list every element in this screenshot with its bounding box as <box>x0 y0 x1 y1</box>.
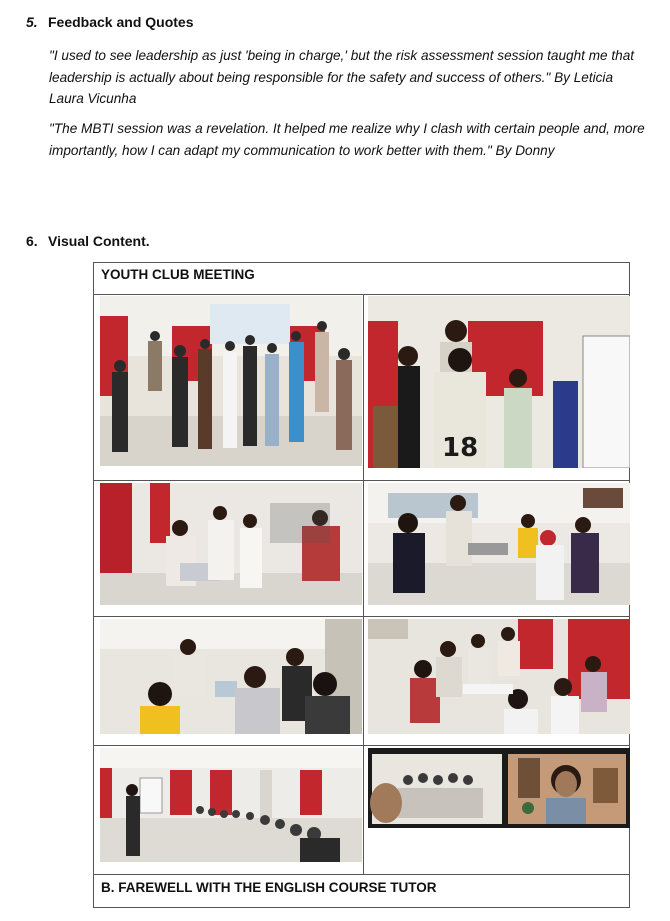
table-footer: B. FAREWELL WITH THE ENGLISH COURSE TUTOR <box>94 874 629 907</box>
section-6-number: 6. <box>26 233 38 249</box>
table-divider <box>94 480 629 481</box>
discussion-circle-photo <box>368 483 630 605</box>
table-title: YOUTH CLUB MEETING <box>94 263 629 295</box>
section-6-heading <box>26 233 150 249</box>
quote-1: "I used to see leadership as just 'being in charge,' but the risk assessment session taught me that leadership is actually about being responsible for the safety and success of others." By Leticia Laura Vicunha <box>49 48 635 106</box>
hall-circle-photo <box>100 748 362 862</box>
table-divider <box>94 616 629 617</box>
visual-content-table <box>93 262 630 908</box>
section-5-number: 5. <box>26 14 38 30</box>
red-curtain-group-photo <box>368 619 630 734</box>
section-6-title: Visual Content. <box>48 233 150 249</box>
section-5-title: Feedback and Quotes <box>48 14 194 30</box>
jersey-number: 18 <box>442 433 479 463</box>
quote-2: "The MBTI session was a revelation. It helped me realize why I clash with certain people and, more importantly, how I can adapt my communication to work better with them." By Donny <box>49 121 645 158</box>
presentation-photo <box>368 296 630 468</box>
group-photo <box>100 296 362 466</box>
table-divider-vertical <box>363 295 364 874</box>
table-discussion-photo <box>100 619 362 734</box>
laptop-group-photo <box>100 483 362 605</box>
section-5-heading <box>26 14 193 30</box>
table-divider <box>94 745 629 746</box>
video-call-photo <box>368 748 630 828</box>
